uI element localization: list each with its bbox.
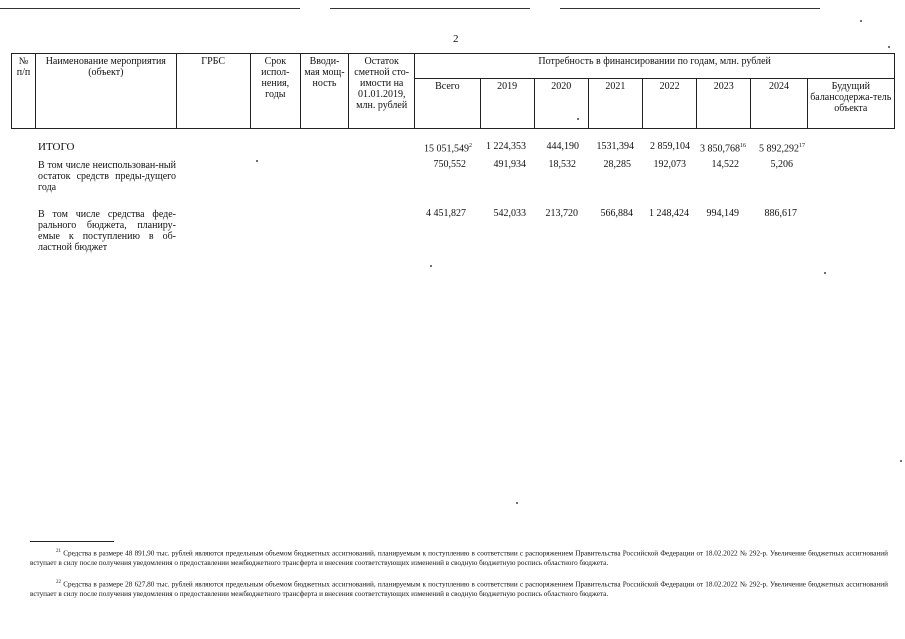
cell-value: 491,934 [493, 159, 526, 170]
cell-value: 542,033 [493, 208, 526, 219]
header-funding-group: Потребность в финансировании по годам, млн. рублей [415, 54, 895, 79]
header-name: Наименование мероприятия (объект) [36, 54, 176, 129]
table-row [0, 159, 905, 195]
header-year: 2020 [534, 79, 588, 129]
scan-top-line [560, 8, 820, 9]
scan-speck [860, 20, 862, 22]
cell-value: 5,206 [770, 159, 793, 170]
scan-speck [824, 272, 826, 274]
footnote-text: Средства в размере 48 891,90 тыс. рублей являются предельным объемом бюджетных ассигнований, планируемым к поступлению в соответствии с распоряжением Правительства Российской Федерации от 18.02.2022 № 292-р. Увеличение бюджетных ассигнований вступает в силу после получения уведомления о предоставлении межбюджетного трансферта и внесения соответствующих изменений в сводную бюджетную роспись областного бюджета. [30, 549, 889, 568]
row-label: В том числе средства феде-рального бюджета, планиру-емые к поступлению в об-ластной бюджет [38, 209, 176, 253]
header-capacity: Вводи-мая мощ-ность [300, 54, 348, 129]
cell-value: 1531,394 [596, 141, 634, 152]
footnote-mark: 22 [56, 580, 61, 585]
cell-value: 192,073 [653, 159, 686, 170]
header-remainder: Остаток сметной сто-имости на 01.01.2019, млн. рублей [349, 54, 415, 129]
cell-value: 28,285 [603, 159, 631, 170]
footnote-mark: 21 [56, 549, 61, 554]
cell-total: 15 051,549$^2$ [424, 143, 472, 155]
cell-value: 14,522 [711, 159, 739, 170]
cell-value: 886,617 [764, 208, 797, 219]
header-year: 2023 [697, 79, 751, 129]
cell-total: 4 451,827 [426, 208, 466, 219]
footnote [30, 547, 888, 568]
row-label: В том числе неиспользован-ный остаток средств преды-дущего года [38, 160, 176, 193]
row-label: ИТОГО [38, 141, 75, 153]
cell-value: 994,149 [706, 208, 739, 219]
scan-speck [430, 265, 432, 267]
page-number: 2 [453, 33, 459, 45]
header-grbs: ГРБС [176, 54, 250, 129]
funding-table-header [11, 53, 895, 129]
cell-value: 3 850,768$^{16}$ [700, 143, 746, 155]
scan-speck [888, 46, 890, 48]
scan-speck [900, 460, 902, 462]
header-total: Всего [415, 79, 480, 129]
cell-value: 444,190 [546, 141, 579, 152]
cell-value: 1 224,353 [486, 141, 526, 152]
scan-top-line [330, 8, 530, 9]
table-row [0, 208, 905, 256]
header-num: № п/п [12, 54, 36, 129]
header-year: 2024 [751, 79, 807, 129]
cell-value: 566,884 [600, 208, 633, 219]
cell-value: 5 892,292$^{17}$ [759, 143, 805, 155]
cell-value: 1 248,424 [649, 208, 689, 219]
cell-value: 213,720 [545, 208, 578, 219]
header-year: 2019 [480, 79, 534, 129]
header-year: 2022 [643, 79, 697, 129]
footnote-rule [30, 541, 114, 542]
cell-value: 18,532 [548, 159, 576, 170]
scan-speck [516, 502, 518, 504]
header-future-holder: Будущий балансодержа-тель объекта [807, 79, 894, 129]
footnote-text: Средства в размере 28 627,80 тыс. рублей являются предельным объемом бюджетных ассигнований, планируемым к поступлению в соответствии с распоряжением Правительства Российской Федерации от 18.02.2022 № 292-р. Увеличение бюджетных ассигнований вступает в силу после получения уведомления о предоставлении межбюджетного трансферта и внесения соответствующих изменений в сводную бюджетную роспись областного бюджета. [30, 580, 889, 599]
scan-top-line [0, 8, 300, 9]
cell-value: 2 859,104 [650, 141, 690, 152]
table-row [0, 141, 905, 155]
header-year: 2021 [588, 79, 642, 129]
footnote [30, 578, 888, 599]
cell-total: 750,552 [433, 159, 466, 170]
header-term: Срок испол-нения, годы [250, 54, 300, 129]
